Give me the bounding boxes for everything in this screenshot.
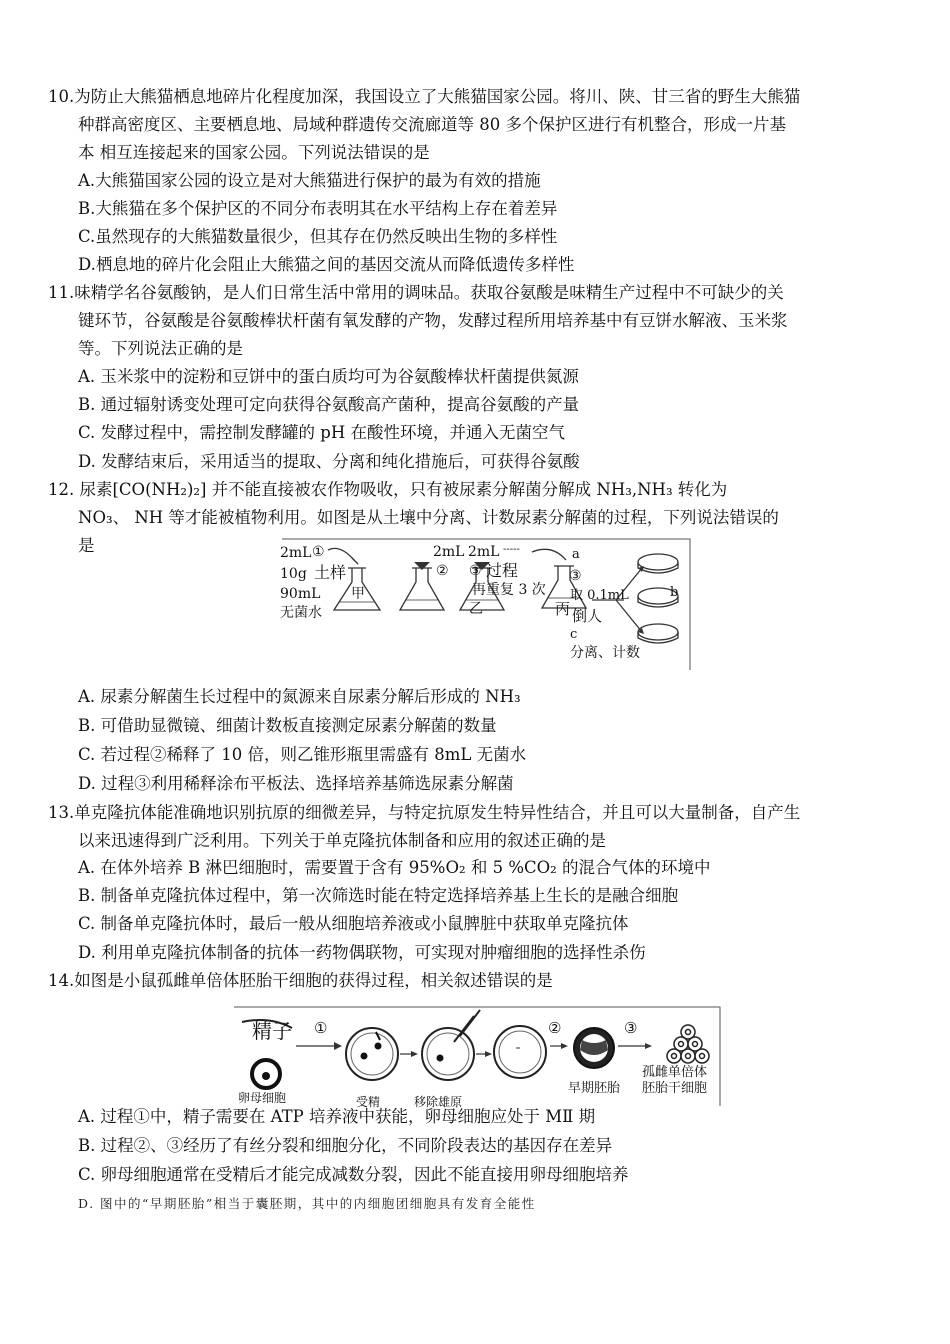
q14-label-step3: ③ bbox=[624, 1019, 638, 1037]
q12-label-soil: 土样 bbox=[314, 563, 347, 582]
q12-option-a: A. 尿素分解菌生长过程中的氮源来自尿素分解后形成的 NH₃ bbox=[78, 687, 521, 706]
q10-option-d: D.栖息地的碎片化会阻止大熊猫之间的基因交流从而降低遗传多样性 bbox=[78, 255, 575, 274]
q12-option-d: D. 过程③利用稀释涂布平板法、选择培养基筛选尿素分解菌 bbox=[78, 774, 514, 793]
q12-stem-line-2: NO₃、 NH 等才能被植物利用。如图是从土壤中分离、计数尿素分解菌的过程，下列说法错误的 bbox=[78, 508, 779, 527]
q12-label-proc-prefix: ③ bbox=[469, 563, 482, 579]
q14-stem: 14.如图是小鼠孤雌单倍体胚胎干细胞的获得过程，相关叙述错误的是 bbox=[48, 971, 553, 990]
q11-option-b: B. 通过辐射诱变处理可定向获得谷氨酸高产菌种，提高谷氨酸的产量 bbox=[78, 395, 580, 414]
q14-label-fertilized: 受精 bbox=[356, 1095, 381, 1109]
q12-label-90ml: 90mL bbox=[280, 586, 321, 602]
q13-option-d: D. 利用单克隆抗体制备的抗体一药物偶联物，可实现对肿瘤细胞的选择性杀伤 bbox=[78, 943, 646, 962]
q14-label-step1: ① bbox=[314, 1019, 328, 1037]
q14-label-remove: 移除雄原 bbox=[414, 1095, 463, 1109]
q10-option-a: A.大熊猫国家公园的设立是对大熊猫进行保护的最为有效的措施 bbox=[78, 171, 541, 190]
q12-label-sterile-water: 无菌水 bbox=[280, 605, 322, 621]
q10-option-b: B.大熊猫在多个保护区的不同分布表明其在水平结构上存在着差异 bbox=[78, 199, 558, 218]
q12-label-2ml-a: 2mL bbox=[280, 545, 312, 561]
q12-label-repeat: 再重复 3 次 bbox=[472, 582, 546, 598]
q12-figure bbox=[276, 538, 696, 670]
q10-option-c: C.虽然现存的大熊猫数量很少，但其存在仍然反映出生物的多样性 bbox=[78, 227, 558, 246]
q12-label-flask-yi: 乙 bbox=[469, 601, 483, 617]
q12-label-a: a bbox=[572, 547, 580, 562]
q10-stem-line-1: 10.为防止大熊猫栖息地碎片化程度加深，我国设立了大熊猫国家公园。将川、陕、甘三省的野生大熊猫 bbox=[48, 87, 801, 106]
q13-option-c: C. 制备单克隆抗体时，最后一般从细胞培养液或小鼠脾脏中获取单克隆抗体 bbox=[78, 914, 629, 933]
q12-label-c: c bbox=[570, 627, 578, 642]
stem-cell-cluster bbox=[667, 1025, 709, 1063]
q14-label-step2: ② bbox=[548, 1019, 562, 1037]
q13-stem-line-1: 13.单克隆抗体能准确地识别抗原的细微差异，与特定抗原发生特异性结合，并且可以大量制备，自产生 bbox=[48, 803, 801, 822]
q10-stem-line-2: 种群高密度区、主要栖息地、局域种群遗传交流廊道等 80 多个保护区进行有机整合，形成一片基 bbox=[78, 115, 786, 134]
q12-stem-line-1: 12. 尿素[CO(NH₂)₂] 并不能直接被农作物吸收，只有被尿素分解菌分解成 NH₃,NH₃ 转化为 bbox=[48, 480, 728, 499]
q12-label-take: 取 0.1mL bbox=[570, 588, 629, 603]
q12-label-step1: ① bbox=[312, 544, 325, 560]
q11-option-c: C. 发酵过程中，需控制发酵罐的 pH 在酸性环境，并通入无菌空气 bbox=[78, 423, 565, 442]
q12-label-step3: ③ bbox=[569, 568, 582, 584]
q12-label-sep-count: 分离、计数 bbox=[570, 645, 640, 661]
q12-label-b: b bbox=[670, 585, 679, 600]
q14-label-oocyte: 卵母细胞 bbox=[238, 1091, 287, 1105]
q12-stem-line-3: 是 bbox=[78, 536, 95, 555]
q11-stem-line-3: 等。下列说法正确的是 bbox=[78, 339, 243, 358]
q14-label-sperm: 精子 bbox=[252, 1019, 292, 1043]
q14-option-b: B. 过程②、③经历了有丝分裂和细胞分化，不同阶段表达的基因存在差异 bbox=[78, 1136, 613, 1155]
q12-label-soil-g: 10g bbox=[280, 566, 307, 582]
q12-label-dash: ----- bbox=[503, 544, 520, 555]
q13-option-b: B. 制备单克隆抗体过程中，第一次筛选时能在特定选择培养基上生长的是融合细胞 bbox=[78, 886, 679, 905]
q12-label-step2: ② bbox=[436, 563, 449, 579]
q13-option-a: A. 在体外培养 B 淋巴细胞时，需要置于含有 95%O₂ 和 5 %CO₂ 的混合气体的环境中 bbox=[78, 858, 711, 877]
q11-option-d: D. 发酵结束后，采用适当的提取、分离和纯化措施后，可获得谷氨酸 bbox=[78, 452, 580, 471]
q11-stem-line-1: 11.味精学名谷氨酸钠，是人们日常生活中常用的调味品。获取谷氨酸是味精生产过程中不可缺少的关 bbox=[48, 283, 784, 302]
q12-option-c: C. 若过程②稀释了 10 倍，则乙锥形瓶里需盛有 8mL 无菌水 bbox=[78, 745, 527, 764]
q12-option-b: B. 可借助显微镜、细菌计数板直接测定尿素分解菌的数量 bbox=[78, 716, 497, 735]
q14-option-c: C. 卵母细胞通常在受精后才能完成减数分裂，因此不能直接用卵母细胞培养 bbox=[78, 1165, 629, 1184]
q12-label-pour: 倒人 bbox=[572, 607, 603, 625]
q14-option-a: A. 过程①中，精子需要在 ATP 培养液中获能，卵母细胞应处于 MⅡ 期 bbox=[78, 1107, 596, 1126]
q13-stem-line-2: 以来迅速得到广泛利用。下列关于单克隆抗体制备和应用的叙述正确的是 bbox=[78, 831, 606, 850]
q12-label-flask-bing: 丙 bbox=[555, 600, 571, 618]
q14-label-result-1: 孤雌单倍体 bbox=[642, 1065, 708, 1080]
q11-stem-line-2: 键环节，谷氨酸是谷氨酸棒状杆菌有氧发酵的产物，发酵过程所用培养基中有豆饼水解液、玉米浆 bbox=[78, 311, 788, 330]
q10-stem-line-3: 本 相互连接起来的国家公园。下列说法错误的是 bbox=[78, 143, 430, 162]
q12-label-flask-jia: 甲 bbox=[351, 586, 365, 602]
q12-label-2ml-b: 2mL bbox=[433, 544, 465, 560]
q12-label-2ml-c: 2mL bbox=[468, 544, 500, 560]
q14-label-embryo: 早期胚胎 bbox=[568, 1081, 621, 1096]
q14-figure bbox=[230, 1006, 724, 1109]
q11-option-a: A. 玉米浆中的淀粉和豆饼中的蛋白质均可为谷氨酸棒状杆菌提供氮源 bbox=[78, 367, 579, 386]
q14-label-result-2: 胚胎干细胞 bbox=[642, 1081, 708, 1096]
q12-label-proc: 过程 bbox=[486, 561, 519, 580]
q14-option-d: D. 图中的“早期胚胎”相当于囊胚期，其中的内细胞团细胞具有发育全能性 bbox=[78, 1196, 536, 1211]
